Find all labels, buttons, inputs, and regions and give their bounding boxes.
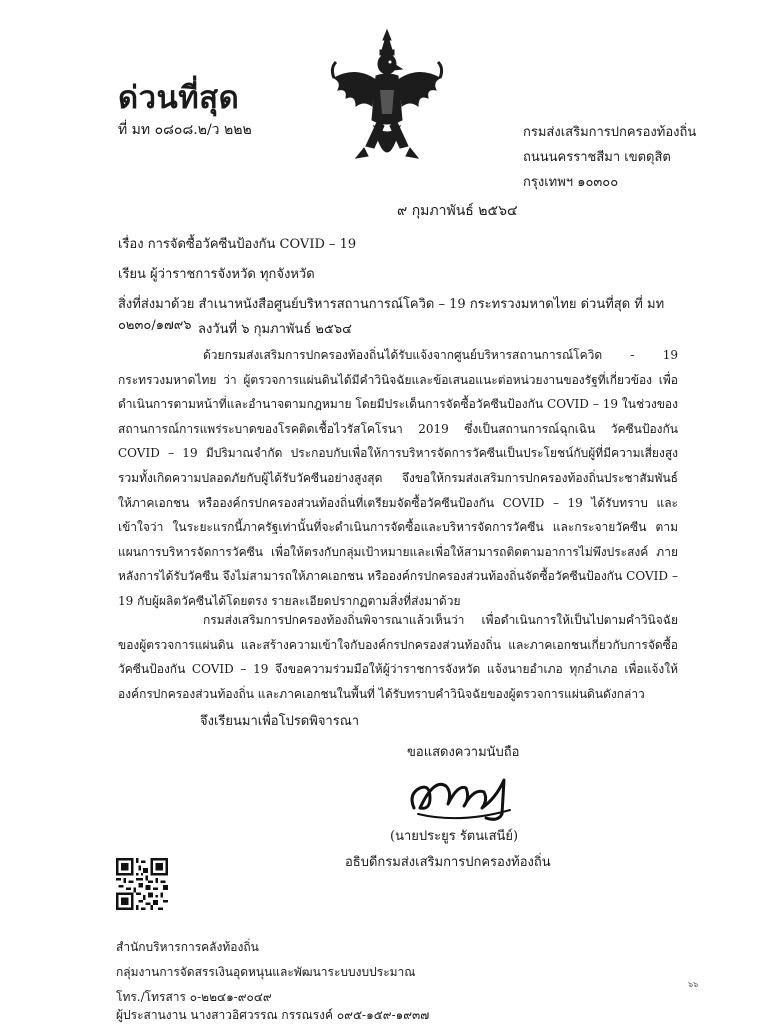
letter-date: ๙ กุมภาพันธ์ ๒๕๖๔ [397, 203, 518, 219]
footer-division: กลุ่มงานการจัดสรรเงินอุดหนุนและพัฒนาระบบงบประมาณ [116, 965, 416, 979]
body-paragraph-2 [118, 608, 678, 706]
page-mark: ๖๖ [688, 980, 699, 989]
closing-regards: ขอแสดงความนับถือ [407, 745, 520, 760]
signer-title: อธิบดีกรมส่งเสริมการปกครองท้องถิ่น [345, 855, 551, 870]
sender-line: ถนนนครราชสีมา เขตดุสิต [523, 150, 671, 165]
signer-name: (นายประยูร รัตนเสนีย์) [390, 829, 519, 844]
paragraph-text: ด้วยกรมส่งเสริมการปกครองท้องถิ่นได้รับแจ้งจากศูนย์บริหารสถานการณ์โควิด - 19 กระทรวงมหาดไทย ว่า ผู้ตรวจการแผ่นดินได้มีคำวินิจฉัยและข้อเสนอแนะต่อหน่วยงานของรัฐที่เกี่ยวข้อง เพื่อดำเนินการตามหน้าที่และอำนาจตามกฎหมาย โดยมีประเด็นการจัดซื้อวัคซีนป้องกัน COVID – 19 ในช่วงของสถานการณ์การแพร่ระบาดของโรคติดเชื้อไวรัสโคโรนา 2019 ซึ่งเป็นสถานการณ์ฉุกเฉิน วัคซีนป้องกัน COVID – 19 มีปริมาณจำกัด ประกอบกับเพื่อให้การบริหารจัดการวัคซีนเป็นประโยชน์กับผู้ที่มีความเสี่ยงสูง รวมทั้งเกิดความปลอดภัยกับผู้ได้รับวัคซีนอย่างสูงสุด จึงขอให้กรมส่งเสริมการปกครองท้องถิ่นประชาสัมพันธ์ ให้ภาคเอกชน หรือองค์กรปกครองส่วนท้องถิ่นที่เตรียมจัดซื้อวัคซีนป้องกัน COVID – 19 ได้รับทราบ และเข้าใจว่า ในระยะแรกนี้ภาครัฐเท่านั้นที่จะดำเนินการจัดซื้อและบริหารจัดการวัคซีน และกระจายวัคซีน ตามแผนการบริหารจัดการวัคซีน เพื่อให้ตรงกับกลุ่มเป้าหมายและเพื่อให้สามารถติดตามอาการไม่พึงประสงค์ ภายหลังการได้รับวัคซีน จึงไม่สามารถให้ภาคเอกชน หรือองค์กรปกครองส่วนท้องถิ่นจัดซื้อวัคซีนป้องกัน COVID – 19 กับผู้ผลิตวัคซีนได้โดยตรง รายละเอียดปรากฏตามสิ่งที่ส่งมาด้วย [118, 348, 678, 608]
enclosure-date-line: ลงวันที่ ๖ กุมภาพันธ์ ๒๕๖๔ [198, 322, 352, 337]
subject-line: เรื่อง การจัดซื้อวัคซีนป้องกัน COVID – 19 [118, 237, 357, 252]
sender-line: กรุงเทพฯ ๑๐๓๐๐ [523, 175, 619, 190]
sender-line: กรมส่งเสริมการปกครองท้องถิ่น [523, 125, 697, 140]
footer-phone: โทร./โทรสาร ๐-๒๒๔๑-๙๐๔๙ [116, 990, 272, 1004]
document-number: ที่ มท ๐๘๐๘.๒/ว ๒๒๒ [118, 122, 252, 138]
footer-office: สำนักบริหารการคลังท้องถิ่น [116, 940, 259, 954]
closing-request: จึงเรียนมาเพื่อโปรดพิจารณา [200, 714, 360, 729]
qr-code-icon [116, 858, 168, 910]
body-paragraph-1 [118, 343, 678, 614]
garuda-emblem-icon [328, 28, 446, 188]
paragraph-text: กรมส่งเสริมการปกครองท้องถิ่นพิจารณาแล้วเห็นว่า เพื่อดำเนินการให้เป็นไปตามคำวินิจฉัย ของผู้ตรวจการแผ่นดิน และสร้างความเข้าใจกับองค์กรปกครองส่วนท้องถิ่น และภาคเอกชนเกี่ยวกับการจัดซื้อ วัคซีนป้องกัน COVID – 19 จึงขอความร่วมมือให้ผู้ว่าราชการจังหวัด แจ้งนายอำเภอ ทุกอำเภอ เพื่อแจ้งให้ องค์กรปกครองส่วนท้องถิ่น และภาคเอกชนในพื้นที่ ได้รับทราบคำวินิจฉัยของผู้ตรวจการแผ่นดินดังกล่าว [118, 613, 678, 701]
recipient-line: เรียน ผู้ว่าราชการจังหวัด ทุกจังหวัด [118, 267, 315, 282]
handwritten-signature [400, 758, 530, 828]
enclosure-line: สิ่งที่ส่งมาด้วย สำเนาหนังสือศูนย์บริหารสถานการณ์โควิด – 19 กระทรวงมหาดไทย ด่วนที่สุด ที่ มท ๐๒๓๐/๑๗๙๖ [118, 297, 665, 333]
sender-address [523, 120, 696, 195]
urgency-label: ด่วนที่สุด [118, 80, 240, 116]
footer-coordinator: ผู้ประสานงาน นางสาวอิศวรรณ กรรณรงค์ ๐๙๕-๑๕๙-๑๙๓๗ [116, 1008, 430, 1022]
